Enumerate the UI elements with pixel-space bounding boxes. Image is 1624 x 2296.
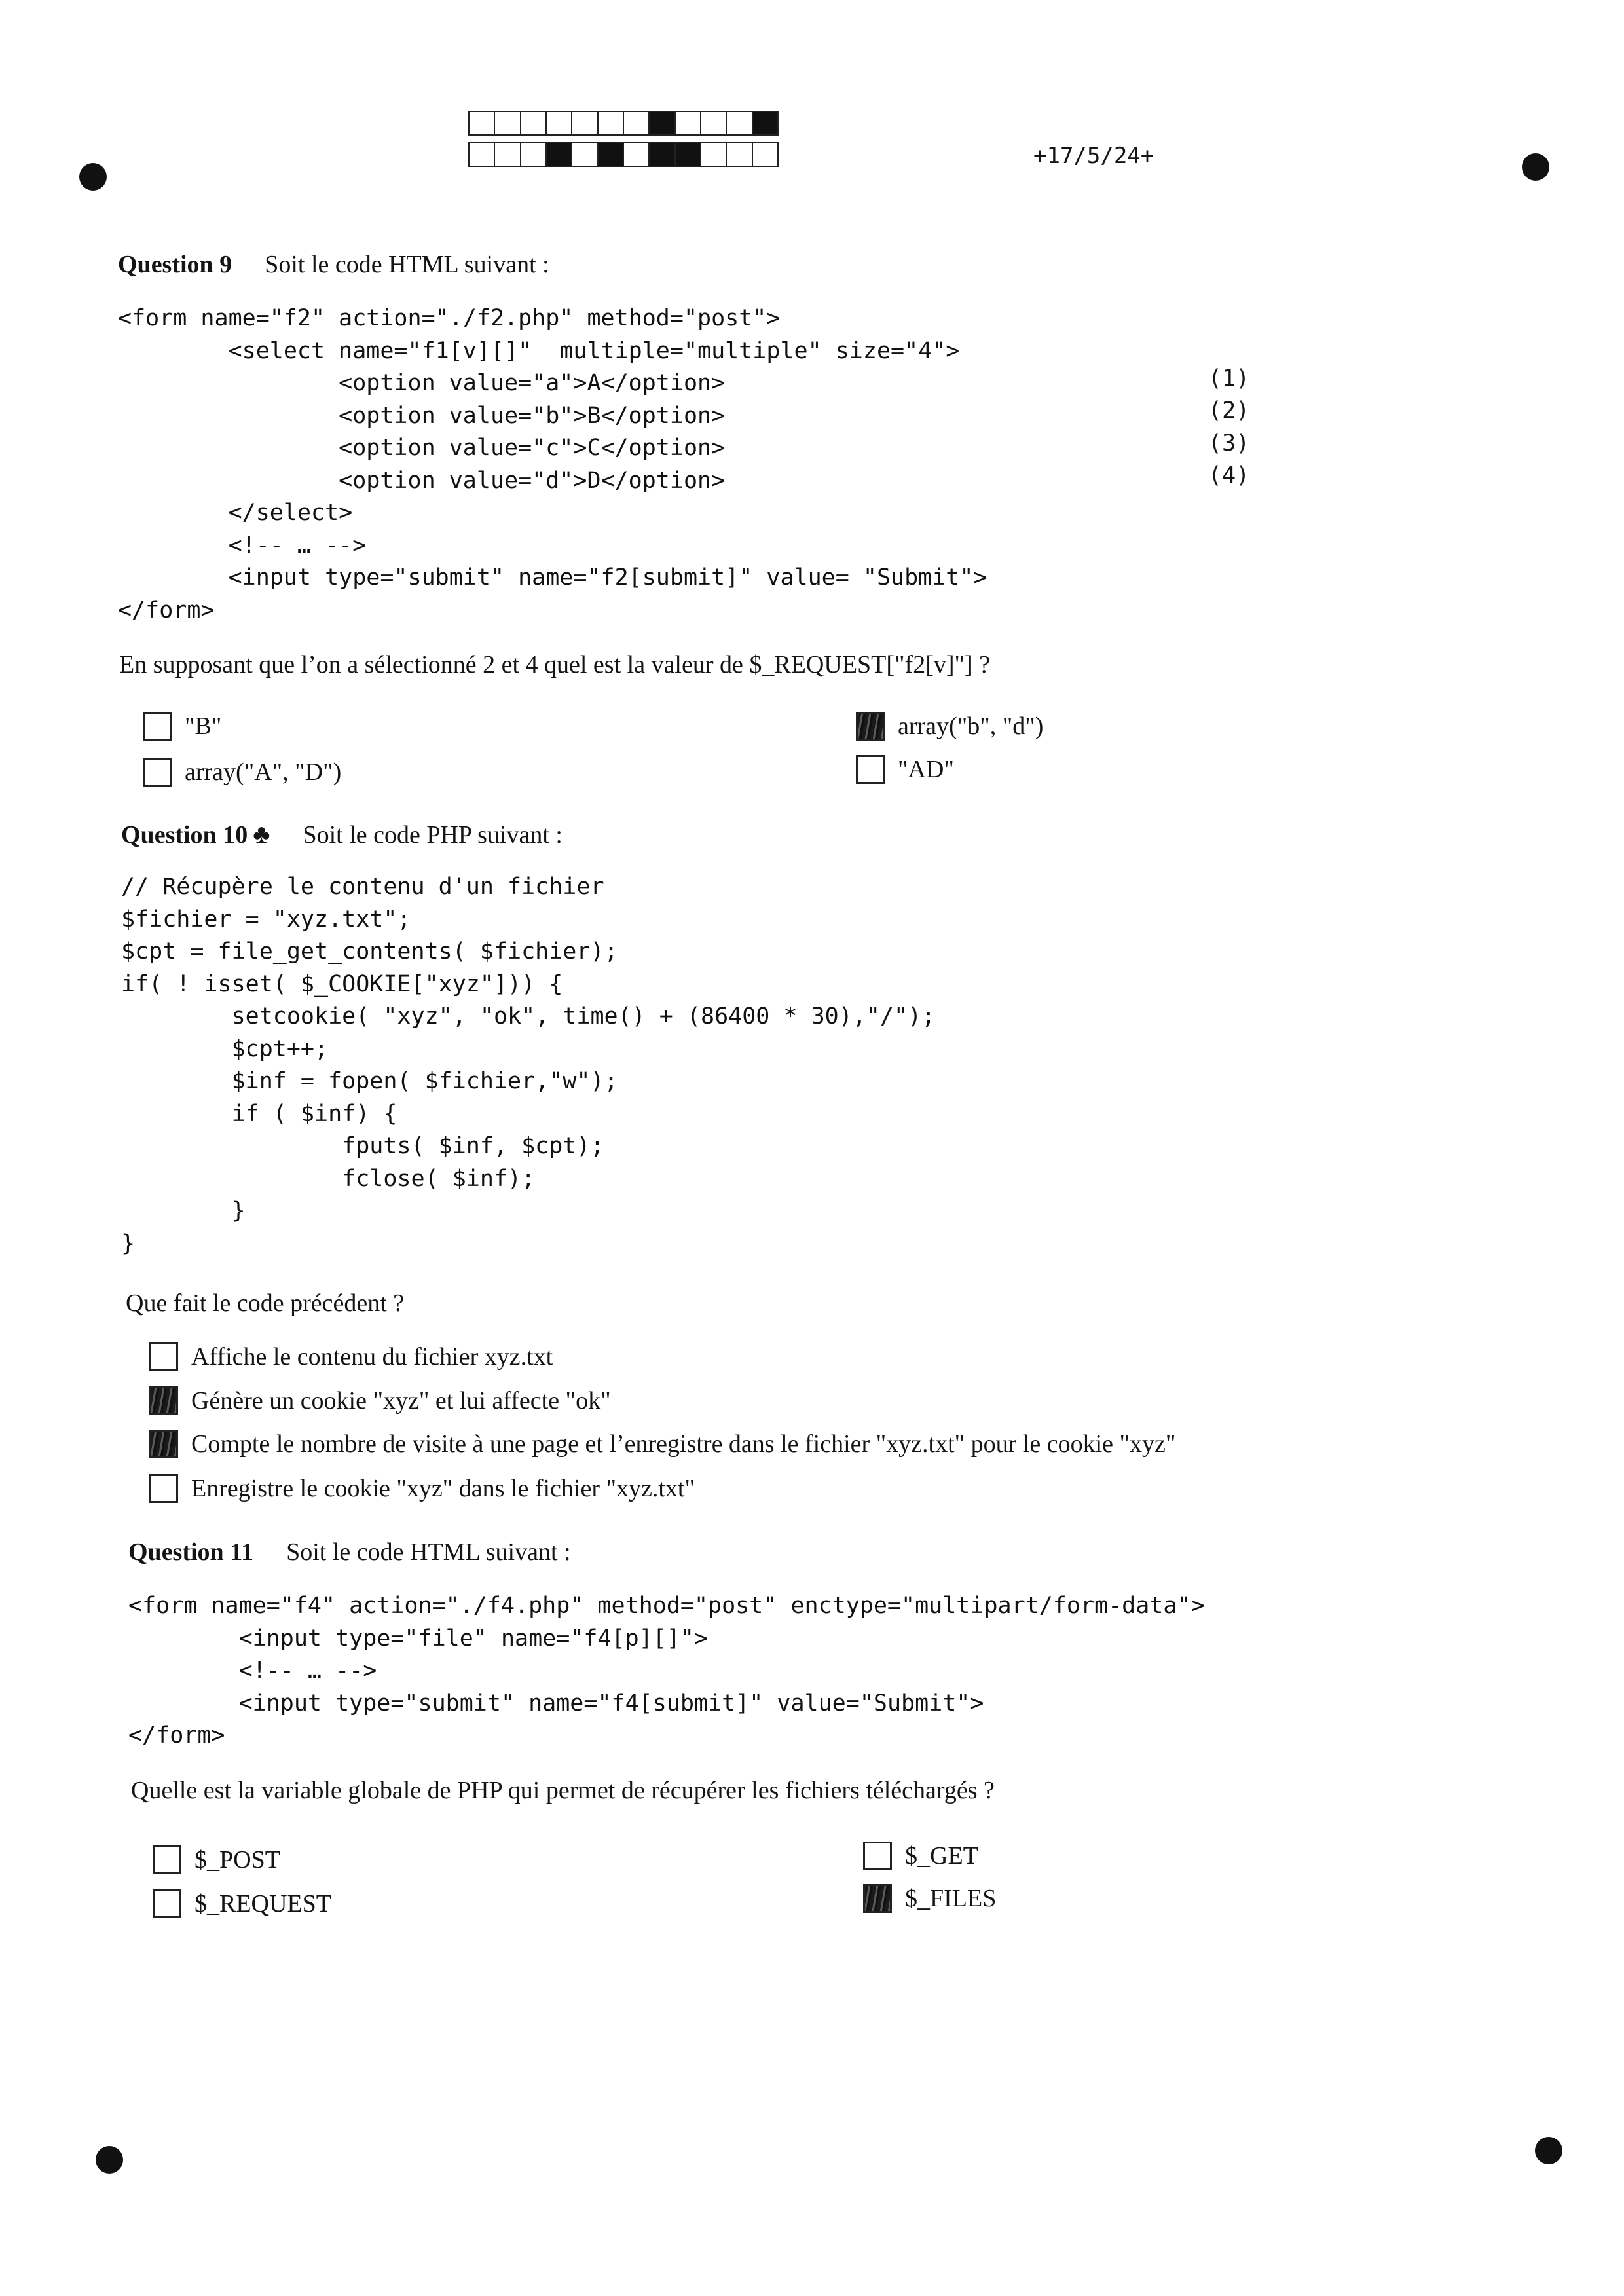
id-grid-row-2 xyxy=(468,142,779,167)
option-number-2: (2) xyxy=(1208,398,1250,424)
answer-choice[interactable] xyxy=(143,758,341,787)
answer-label: array("b", "d") xyxy=(898,713,1044,740)
id-grid-cell xyxy=(470,112,495,134)
id-grid-cell xyxy=(727,112,752,134)
checkbox[interactable] xyxy=(153,1845,181,1874)
id-grid-cell xyxy=(650,112,675,134)
answer-label: "AD" xyxy=(898,756,954,783)
checkbox[interactable] xyxy=(856,712,885,741)
id-grid-cell xyxy=(495,143,521,166)
id-grid-cell xyxy=(572,112,598,134)
checkbox[interactable] xyxy=(149,1474,178,1503)
answer-label: $_FILES xyxy=(905,1885,997,1912)
question-9-code: <form name="f2" action="./f2.php" method="post"> <select name="f1[v][]" multiple="multiple" size="4"> <option value="a">A</option> <option value="b">B</option> <option value="c">C</option> <option value="d">D</option> </select> <!-- … --> <input type="submit" name="f2[submit]" value= "Submit"> </form> xyxy=(118,305,987,623)
id-grid-cell xyxy=(572,143,598,166)
answer-label: "B" xyxy=(185,713,222,740)
answer-choice[interactable] xyxy=(856,712,1043,741)
checkbox[interactable] xyxy=(143,712,172,741)
corner-dot-top-right xyxy=(1522,153,1549,181)
checkbox[interactable] xyxy=(149,1342,178,1371)
question-9-header xyxy=(118,250,549,279)
answer-label: Affiche le contenu du fichier xyz.txt xyxy=(191,1343,553,1371)
id-grid-cell xyxy=(727,143,752,166)
checkbox[interactable] xyxy=(863,1842,892,1870)
answer-choice[interactable] xyxy=(149,1386,611,1415)
id-grid-cell xyxy=(599,112,624,134)
id-grid-cell xyxy=(676,112,701,134)
id-grid-cell xyxy=(701,112,727,134)
question-10-prompt: Que fait le code précédent ? xyxy=(126,1289,405,1317)
id-grid-cell xyxy=(547,143,572,166)
id-grid-row-1 xyxy=(468,111,779,136)
question-9-number: Question 9 xyxy=(118,251,232,278)
id-grid-cell xyxy=(599,143,624,166)
id-grid-cell xyxy=(753,112,777,134)
answer-label: Compte le nombre de visite à une page et l’enregistre dans le fichier "xyz.txt" pour le cookie "xyz" xyxy=(191,1430,1176,1458)
club-icon: ♣ xyxy=(253,819,270,849)
id-grid-cell xyxy=(547,112,572,134)
answer-choice[interactable] xyxy=(863,1842,978,1870)
question-9-prompt: En supposant que l’on a sélectionné 2 et 4 quel est la valeur de $_REQUEST["f2[v]"] ? xyxy=(119,651,991,678)
answer-label: $_REQUEST xyxy=(194,1890,331,1917)
option-number-4: (4) xyxy=(1208,462,1250,489)
id-grid-cell xyxy=(521,112,547,134)
question-9-intro: Soit le code HTML suivant : xyxy=(265,251,549,278)
id-grid-cell xyxy=(650,143,675,166)
answer-choice[interactable] xyxy=(149,1474,695,1503)
corner-dot-bottom-left xyxy=(96,2146,123,2174)
answer-choice[interactable] xyxy=(149,1342,553,1371)
question-11-number: Question 11 xyxy=(128,1538,254,1566)
option-number-3: (3) xyxy=(1208,430,1250,456)
answer-label: Enregistre le cookie "xyz" dans le fichier "xyz.txt" xyxy=(191,1475,695,1502)
question-11-code: <form name="f4" action="./f4.php" method="post" enctype="multipart/form-data"> <input type="file" name="f4[p][]"> <!-- … --> <input type="submit" name="f4[submit]" value="Submit"> </form> xyxy=(128,1593,1205,1749)
question-10-code: // Récupère le contenu d'un fichier $fichier = "xyz.txt"; $cpt = file_get_contents( $fichier); if( ! isset( $_COOKIE["xyz"])) { setcookie( "xyz", "ok", time() + (86400 * 30),"/"); $cpt++; $inf = fopen( $fichier,"w"); if ( $inf) { fputs( $inf, $cpt); fclose( $inf); } } xyxy=(121,874,936,1257)
id-grid-cell xyxy=(521,143,547,166)
answer-label: $_GET xyxy=(905,1842,978,1870)
option-number-1: (1) xyxy=(1208,365,1250,392)
checkbox[interactable] xyxy=(143,758,172,787)
question-11-header xyxy=(128,1538,571,1566)
checkbox[interactable] xyxy=(856,755,885,784)
corner-dot-bottom-right xyxy=(1535,2137,1562,2164)
checkbox[interactable] xyxy=(863,1884,892,1913)
answer-label: array("A", "D") xyxy=(185,758,342,786)
id-grid-cell xyxy=(624,112,650,134)
answer-choice[interactable] xyxy=(153,1845,280,1874)
checkbox[interactable] xyxy=(153,1889,181,1918)
answer-choice[interactable] xyxy=(863,1884,996,1913)
answer-choice[interactable] xyxy=(153,1889,331,1918)
question-10-intro: Soit le code PHP suivant : xyxy=(303,821,563,849)
answer-choice[interactable] xyxy=(856,755,954,784)
answer-choice[interactable] xyxy=(143,712,221,741)
checkbox[interactable] xyxy=(149,1386,178,1415)
question-11-intro: Soit le code HTML suivant : xyxy=(286,1538,571,1566)
id-grid-cell xyxy=(495,112,521,134)
id-grid-cell xyxy=(753,143,777,166)
answer-label: $_POST xyxy=(194,1846,280,1874)
id-grid-cell xyxy=(624,143,650,166)
question-11-prompt: Quelle est la variable globale de PHP qui permet de récupérer les fichiers téléchargés ? xyxy=(131,1777,995,1804)
id-grid-cell xyxy=(676,143,701,166)
page-code: +17/5/24+ xyxy=(1033,143,1154,169)
question-10-header xyxy=(121,819,563,849)
question-10-number: Question 10 xyxy=(121,821,248,849)
id-grid-cell xyxy=(701,143,727,166)
answer-choice[interactable] xyxy=(149,1430,1175,1458)
answer-label: Génère un cookie "xyz" et lui affecte "ok" xyxy=(191,1387,611,1415)
id-grid-cell xyxy=(470,143,495,166)
corner-dot-top-left xyxy=(79,163,107,191)
checkbox[interactable] xyxy=(149,1430,178,1458)
